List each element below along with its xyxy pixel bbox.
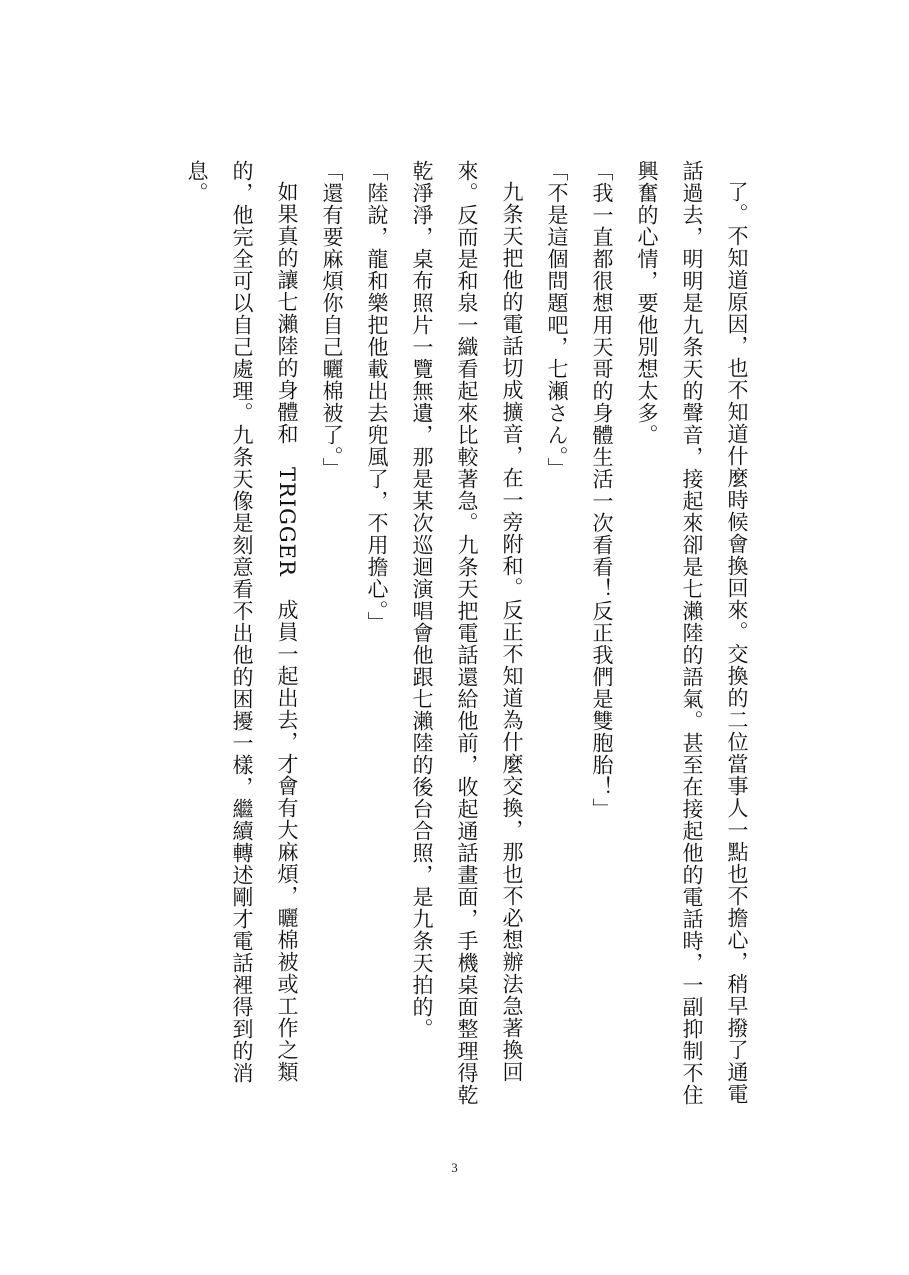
quote-2: 「不是這個問題吧，七瀬さん。」 xyxy=(545,160,569,480)
vertical-body-text xyxy=(174,160,759,1120)
page-number: 3 xyxy=(451,1160,458,1175)
quote-4: 「還有要麻煩你自己曬棉被了。」 xyxy=(320,160,344,480)
paragraph-1: 了。不知道原因，也不知道什麼時候會換回來。交換的二位當事人一點也不擔心，稍早撥了通電話過去，明明是九条天的聲音，接起來卻是七瀨陸的語氣。甚至在接起他的電話時，一副抑制不住興奮的心情，要他別想太多。 xyxy=(635,160,749,1106)
paragraph-2: 九条天把他的電話切成擴音，在一旁附和。反正不知道為什麼交換，那也不必想辦法急著換回來。反而是和泉一織看起來比較著急。九条天把電話還給他前，收起通話畫面，手機桌面整理得乾乾淨淨，桌布照片一覽無遺，那是某次巡迴演唱會他跟七瀨陸的後台合照，是九条天拍的。 xyxy=(410,160,524,1106)
quote-1: 「我一直都很想用天哥的身體生活一次看看！反正我們是雙胞胎！」 xyxy=(590,160,614,820)
quote-3: 「陸說，龍和樂把他載出去兜風了，不用擔心。」 xyxy=(365,160,389,634)
paragraph-3: 如果真的讓七瀨陸的身體和 TRIGGER 成員一起出去，才會有大麻煩，曬棉被或工作之類的，他完全可以自己處理。九条天像是刻意看不出他的困擾一樣，繼續轉述剛才電話裡得到的消息。 xyxy=(185,160,299,1084)
